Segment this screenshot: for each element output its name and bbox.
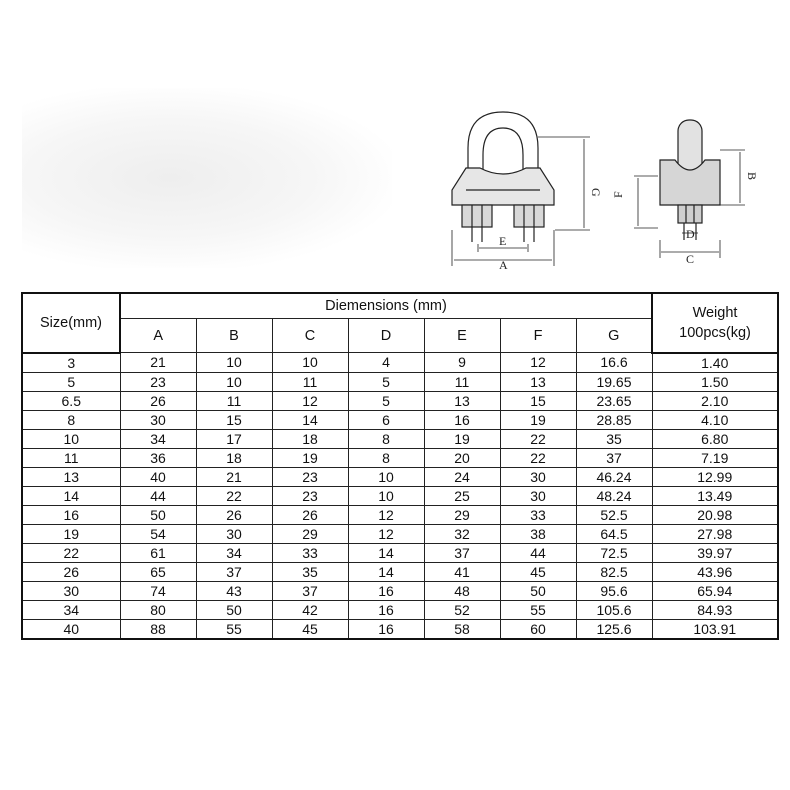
table-cell: 14 bbox=[272, 410, 348, 429]
table-cell: 17 bbox=[196, 429, 272, 448]
table-cell: 32 bbox=[424, 524, 500, 543]
table-cell: 50 bbox=[196, 600, 272, 619]
table-cell: 23 bbox=[272, 486, 348, 505]
dim-label-b: B bbox=[745, 172, 759, 181]
table-row bbox=[22, 429, 778, 448]
table-cell: 52 bbox=[424, 600, 500, 619]
table-cell: 4.10 bbox=[652, 410, 778, 429]
table-cell: 16 bbox=[348, 600, 424, 619]
column-header: C bbox=[272, 319, 348, 353]
table-cell: 23.65 bbox=[576, 391, 652, 410]
table-cell: 54 bbox=[120, 524, 196, 543]
table-cell: 37 bbox=[272, 581, 348, 600]
table-cell: 12 bbox=[500, 353, 576, 373]
table-row bbox=[22, 353, 778, 373]
table-cell: 12 bbox=[272, 391, 348, 410]
table-cell: 19 bbox=[500, 410, 576, 429]
table-row bbox=[22, 448, 778, 467]
table-cell: 26 bbox=[272, 505, 348, 524]
table-cell: 23 bbox=[272, 467, 348, 486]
table-cell: 88 bbox=[120, 619, 196, 639]
table-cell: 6.5 bbox=[22, 391, 120, 410]
weight-header bbox=[652, 293, 778, 353]
table-cell: 19 bbox=[272, 448, 348, 467]
table-cell: 50 bbox=[120, 505, 196, 524]
table-cell: 6.80 bbox=[652, 429, 778, 448]
table-cell: 39.97 bbox=[652, 543, 778, 562]
table-cell: 20 bbox=[424, 448, 500, 467]
table-cell: 35 bbox=[272, 562, 348, 581]
front-view-drawing bbox=[452, 112, 590, 266]
table-row bbox=[22, 467, 778, 486]
table-cell: 13 bbox=[500, 372, 576, 391]
table-cell: 46.24 bbox=[576, 467, 652, 486]
table-cell: 15 bbox=[196, 410, 272, 429]
table-cell: 26 bbox=[22, 562, 120, 581]
table-cell: 8 bbox=[348, 429, 424, 448]
dim-label-d: D bbox=[686, 227, 695, 241]
table-cell: 40 bbox=[120, 467, 196, 486]
table-row bbox=[22, 391, 778, 410]
column-header: A bbox=[120, 319, 196, 353]
table-cell: 20.98 bbox=[652, 505, 778, 524]
table-cell: 30 bbox=[22, 581, 120, 600]
table-cell: 12 bbox=[348, 524, 424, 543]
table-cell: 30 bbox=[500, 486, 576, 505]
dimensions-header: Diemensions (mm) bbox=[120, 293, 652, 319]
table-cell: 58 bbox=[424, 619, 500, 639]
table-cell: 18 bbox=[272, 429, 348, 448]
weight-header-line2: 100pcs(kg) bbox=[679, 324, 751, 341]
table-cell: 11 bbox=[196, 391, 272, 410]
table-cell: 41 bbox=[424, 562, 500, 581]
table-cell: 74 bbox=[120, 581, 196, 600]
table-cell: 25 bbox=[424, 486, 500, 505]
column-header: G bbox=[576, 319, 652, 353]
table-cell: 26 bbox=[196, 505, 272, 524]
table-cell: 43 bbox=[196, 581, 272, 600]
table-cell: 12 bbox=[348, 505, 424, 524]
table-cell: 95.6 bbox=[576, 581, 652, 600]
table-cell: 60 bbox=[500, 619, 576, 639]
table-cell: 34 bbox=[22, 600, 120, 619]
column-header: D bbox=[348, 319, 424, 353]
table-cell: 1.50 bbox=[652, 372, 778, 391]
table-cell: 45 bbox=[272, 619, 348, 639]
dim-label-a: A bbox=[499, 258, 508, 272]
table-cell: 72.5 bbox=[576, 543, 652, 562]
table-cell: 43.96 bbox=[652, 562, 778, 581]
table-cell: 33 bbox=[272, 543, 348, 562]
size-header: Size(mm) bbox=[22, 293, 120, 353]
table-cell: 13.49 bbox=[652, 486, 778, 505]
table-cell: 8 bbox=[22, 410, 120, 429]
table-cell: 14 bbox=[348, 562, 424, 581]
dim-label-e: E bbox=[499, 234, 507, 248]
table-cell: 2.10 bbox=[652, 391, 778, 410]
column-header: E bbox=[424, 319, 500, 353]
table-row bbox=[22, 486, 778, 505]
table-cell: 80 bbox=[120, 600, 196, 619]
table-cell: 10 bbox=[22, 429, 120, 448]
table-cell: 18 bbox=[196, 448, 272, 467]
table-cell: 23 bbox=[120, 372, 196, 391]
table-cell: 19 bbox=[424, 429, 500, 448]
table-cell: 19.65 bbox=[576, 372, 652, 391]
table-cell: 14 bbox=[348, 543, 424, 562]
table-row bbox=[22, 600, 778, 619]
table-cell: 6 bbox=[348, 410, 424, 429]
table-cell: 37 bbox=[576, 448, 652, 467]
table-cell: 30 bbox=[196, 524, 272, 543]
table-cell: 19 bbox=[22, 524, 120, 543]
table-cell: 1.40 bbox=[652, 353, 778, 373]
table-cell: 40 bbox=[22, 619, 120, 639]
table-cell: 10 bbox=[348, 486, 424, 505]
table-cell: 52.5 bbox=[576, 505, 652, 524]
table-cell: 44 bbox=[120, 486, 196, 505]
table-cell: 14 bbox=[22, 486, 120, 505]
table-cell: 65.94 bbox=[652, 581, 778, 600]
table-cell: 125.6 bbox=[576, 619, 652, 639]
table-row bbox=[22, 372, 778, 391]
table-row bbox=[22, 619, 778, 639]
table-cell: 29 bbox=[424, 505, 500, 524]
table-cell: 37 bbox=[196, 562, 272, 581]
table-cell: 10 bbox=[196, 372, 272, 391]
table-row bbox=[22, 524, 778, 543]
weight-header-line1: Weight bbox=[692, 304, 738, 321]
table-cell: 28.85 bbox=[576, 410, 652, 429]
table-row bbox=[22, 562, 778, 581]
table-cell: 50 bbox=[500, 581, 576, 600]
table-cell: 48.24 bbox=[576, 486, 652, 505]
table-cell: 22 bbox=[500, 429, 576, 448]
table-cell: 34 bbox=[196, 543, 272, 562]
table-cell: 29 bbox=[272, 524, 348, 543]
table-cell: 10 bbox=[348, 467, 424, 486]
table-cell: 22 bbox=[500, 448, 576, 467]
column-header: F bbox=[500, 319, 576, 353]
table-cell: 34 bbox=[120, 429, 196, 448]
table-cell: 27.98 bbox=[652, 524, 778, 543]
table-row bbox=[22, 581, 778, 600]
table-row bbox=[22, 410, 778, 429]
table-cell: 37 bbox=[424, 543, 500, 562]
table-cell: 3 bbox=[22, 353, 120, 373]
table-cell: 30 bbox=[120, 410, 196, 429]
table-cell: 55 bbox=[196, 619, 272, 639]
table-row bbox=[22, 505, 778, 524]
table-cell: 103.91 bbox=[652, 619, 778, 639]
table-cell: 26 bbox=[120, 391, 196, 410]
table-cell: 22 bbox=[22, 543, 120, 562]
table-cell: 42 bbox=[272, 600, 348, 619]
table-cell: 38 bbox=[500, 524, 576, 543]
table-cell: 55 bbox=[500, 600, 576, 619]
table-cell: 16 bbox=[348, 581, 424, 600]
table-cell: 10 bbox=[196, 353, 272, 373]
table-cell: 16 bbox=[424, 410, 500, 429]
table-cell: 16 bbox=[348, 619, 424, 639]
column-header: B bbox=[196, 319, 272, 353]
table-cell: 16 bbox=[22, 505, 120, 524]
table-cell: 36 bbox=[120, 448, 196, 467]
table-cell: 84.93 bbox=[652, 600, 778, 619]
table-cell: 82.5 bbox=[576, 562, 652, 581]
table-cell: 16.6 bbox=[576, 353, 652, 373]
table-cell: 21 bbox=[120, 353, 196, 373]
table-cell: 105.6 bbox=[576, 600, 652, 619]
table-cell: 61 bbox=[120, 543, 196, 562]
table-cell: 5 bbox=[348, 372, 424, 391]
table-body bbox=[22, 353, 778, 639]
dim-label-c: C bbox=[686, 252, 695, 266]
table-cell: 7.19 bbox=[652, 448, 778, 467]
table-cell: 33 bbox=[500, 505, 576, 524]
table-cell: 8 bbox=[348, 448, 424, 467]
table-cell: 11 bbox=[22, 448, 120, 467]
table-cell: 13 bbox=[22, 467, 120, 486]
table-cell: 13 bbox=[424, 391, 500, 410]
table-cell: 5 bbox=[22, 372, 120, 391]
table-cell: 24 bbox=[424, 467, 500, 486]
table-row bbox=[22, 543, 778, 562]
specification-table bbox=[21, 292, 779, 640]
dim-label-f: F bbox=[611, 191, 625, 198]
dim-label-g: G bbox=[589, 188, 603, 197]
table-cell: 11 bbox=[424, 372, 500, 391]
diagram-area bbox=[0, 0, 790, 285]
table-cell: 45 bbox=[500, 562, 576, 581]
table-cell: 9 bbox=[424, 353, 500, 373]
table-cell: 65 bbox=[120, 562, 196, 581]
table-cell: 35 bbox=[576, 429, 652, 448]
table-cell: 11 bbox=[272, 372, 348, 391]
table-cell: 30 bbox=[500, 467, 576, 486]
table-cell: 22 bbox=[196, 486, 272, 505]
table-cell: 10 bbox=[272, 353, 348, 373]
table-cell: 5 bbox=[348, 391, 424, 410]
table-cell: 4 bbox=[348, 353, 424, 373]
table-cell: 64.5 bbox=[576, 524, 652, 543]
table-cell: 44 bbox=[500, 543, 576, 562]
table-cell: 15 bbox=[500, 391, 576, 410]
table-cell: 48 bbox=[424, 581, 500, 600]
table-cell: 21 bbox=[196, 467, 272, 486]
table-cell: 12.99 bbox=[652, 467, 778, 486]
